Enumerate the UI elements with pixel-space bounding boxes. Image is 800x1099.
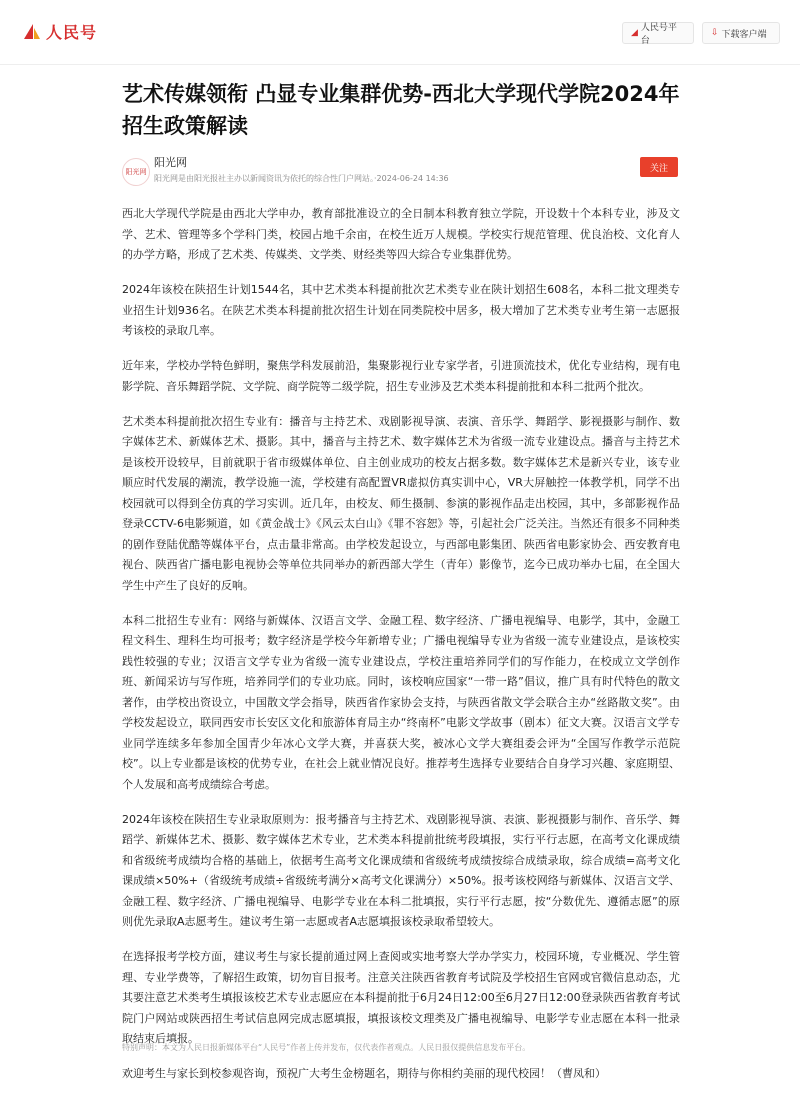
platform-label: 人民号平台 [640,23,677,46]
author-avatar[interactable]: 阳光网 [122,158,150,186]
author-bar [122,154,678,188]
follow-button[interactable]: 关注 [640,157,678,177]
article-title: 艺术传媒领衔 凸显专业集群优势-西北大学现代学院2024年招生政策解读 [122,82,680,138]
paragraph: 2024年该校在陕招生计划1544名，其中艺术类本科提前批次艺术类专业在陕计划招生608名，本科二批文理类专业招生计划936名。在陕艺术类本科提前批次招生计划在同类院校中居多，极大增加了艺术类专业考生第一志愿报考该校的录取几率。 [122,283,680,337]
platform-icon: ◢ [631,28,638,38]
paragraph: 在选择报考学校方面，建议考生与家长提前通过网上查阅或实地考察大学办学实力，校园环境，专业概况、学生管理、专业学费等，了解招生政策，切勿盲目报考。注意关注陕西省教育考试院及学校招生官网或官微信息动态，尤其要注意艺术类考生填报该校艺术专业志愿应在本科提前批于6月24日12:00至6月27日12:00登录陕西省教育考试院门户网站或陕西招生考试信息网完成志愿填报，填报该校文理类及广播电视编导、电影学专业志愿在本科一批录取结束后填报。 [122,950,680,1045]
article-body [122,204,680,1099]
logo-sail-icon [22,22,42,42]
author-description: 阳光网是由阳光报社主办以新闻资讯为依托的综合性门户网站。 [154,174,374,183]
author-name[interactable]: 阳光网 [154,156,187,169]
download-client-button[interactable] [702,22,780,44]
author-meta [154,173,449,184]
paragraph: 2024年该校在陕招生专业录取原则为：报考播音与主持艺术、戏剧影视导演、表演、影视摄影与制作、音乐学、舞蹈学、新媒体艺术、摄影、数字媒体艺术专业，艺术类本科提前批统考段填报，实行平行志愿，在高考文化课成绩和省级统考成绩均合格的基础上，依据考生高考文化课成绩和省级统考成绩按综合成绩录取，综合成绩=高考文化课成绩×50%+（省级统考成绩÷省级统考满分×高考文化课满分）×50%。报考该校网络与新媒体、汉语言文学、金融工程、数字经济、广播电视编导、电影学专业在本科二批填报，实行平行志愿，按“分数优先、遵循志愿”的原则优先录取A志愿考生。建议考生第一志愿或者A志愿填报该校录取希望较大。 [122,812,680,928]
paragraph: 本科二批招生专业有：网络与新媒体、汉语言文学、金融工程、数字经济、广播电视编导、电影学，其中，金融工程文科生、理科生均可报考；数字经济是学校今年新增专业；广播电视编导专业为省级一流专业建设点，是该校实践性较强的专业；汉语言文学专业为省级一流专业建设点，学校注重培养同学们的写作能力，在校成立文学创作班、新闻采访与写作班，培养同学们的专业功底。同时，该校响应国家“一带一路”倡议，推广具有时代特色的散文著作，由学校出资设立，中国散文学会指导，陕西省作家协会支持，与陕西省散文学会联合主办“丝路散文奖”。由学校发起设立，联同西安市长安区文化和旅游体育局主办“终南杯”电影文学故事（剧本）征文大赛。汉语言文学专业同学连续多年参加全国青少年冰心文学大赛，并喜获大奖，被冰心文学大赛组委会评为“全国写作教学示范院校”。以上专业都是该校的优势专业，在社会上就业情况良好。推荐考生选择专业要结合自身学习兴趣、家庭期望、个人发展和高考成绩综合考虑。 [122,613,680,791]
disclaimer: 特别声明：本文为人民日报新媒体平台“人民号”作者上传并发布，仅代表作者观点。人民日报仅提供信息发布平台。 [122,1043,531,1052]
top-header [0,0,800,65]
site-logo[interactable] [22,20,97,43]
publish-date: ·2024-06-24 14:36 [374,174,449,183]
logo-text: 人民号 [46,23,98,42]
platform-button[interactable] [622,22,694,44]
paragraph: 艺术类本科提前批次招生专业有：播音与主持艺术、戏剧影视导演、表演、音乐学、舞蹈学、影视摄影与制作、数字媒体艺术、新媒体艺术、摄影。其中，播音与主持艺术、数字媒体艺术为省级一流专业建设点。播音与主持艺术是该校开设较早，目前就职于省市级媒体单位、自主创业成功的校友占据多数。数字媒体艺术是新兴专业，该专业顺应时代发展的潮流，教学设施一流，学校建有高配置VR虚拟仿真实训中心，VR大屏触控一体教学机，同学不出校园就可以得到全仿真的学习实训。近几年，由校友、师生摄制、参演的影视作品走出校园，其中，多部影视作品登录CCTV-6电影频道，如《黄金战士》《风云太白山》《罪不容恕》等，引起社会广泛关注。当然还有很多不同种类的剧作登陆优酷等媒体平台，点击量非常高。由学校发起设立，与西部电影集团、陕西省电影家协会、西安教育电视台、陕西省广播电影电视协会等单位共同举办的新西部大学生（青年）影像节，迄今已成功举办七届，在全国大学生中产生了良好的反响。 [122,414,680,592]
download-label: 下载客户端 [721,29,767,40]
paragraph: 欢迎考生与家长到校参观咨询，预祝广大考生金榜题名，期待与你相约美丽的现代校园！（曹凤和） [122,1067,606,1080]
paragraph: 近年来，学校办学特色鲜明，聚焦学科发展前沿，集聚影视行业专家学者，引进顶流技术，优化专业结构，现有电影学院、音乐舞蹈学院、文学院、商学院等二级学院，招生专业涉及艺术类本科提前批和本科二批两个批次。 [122,359,680,393]
download-icon: ⇩ [711,28,719,38]
paragraph: 西北大学现代学院是由西北大学申办，教育部批准设立的全日制本科教育独立学院，开设数十个本科专业，涉及文学、艺术、管理等多个学科门类，校园占地千余亩，在校生近万人规模。学校实行规范管理、优良治校、文化育人的办学方略，形成了艺术类、传媒类、文学类、财经类等四大综合专业集群优势。 [122,207,680,261]
